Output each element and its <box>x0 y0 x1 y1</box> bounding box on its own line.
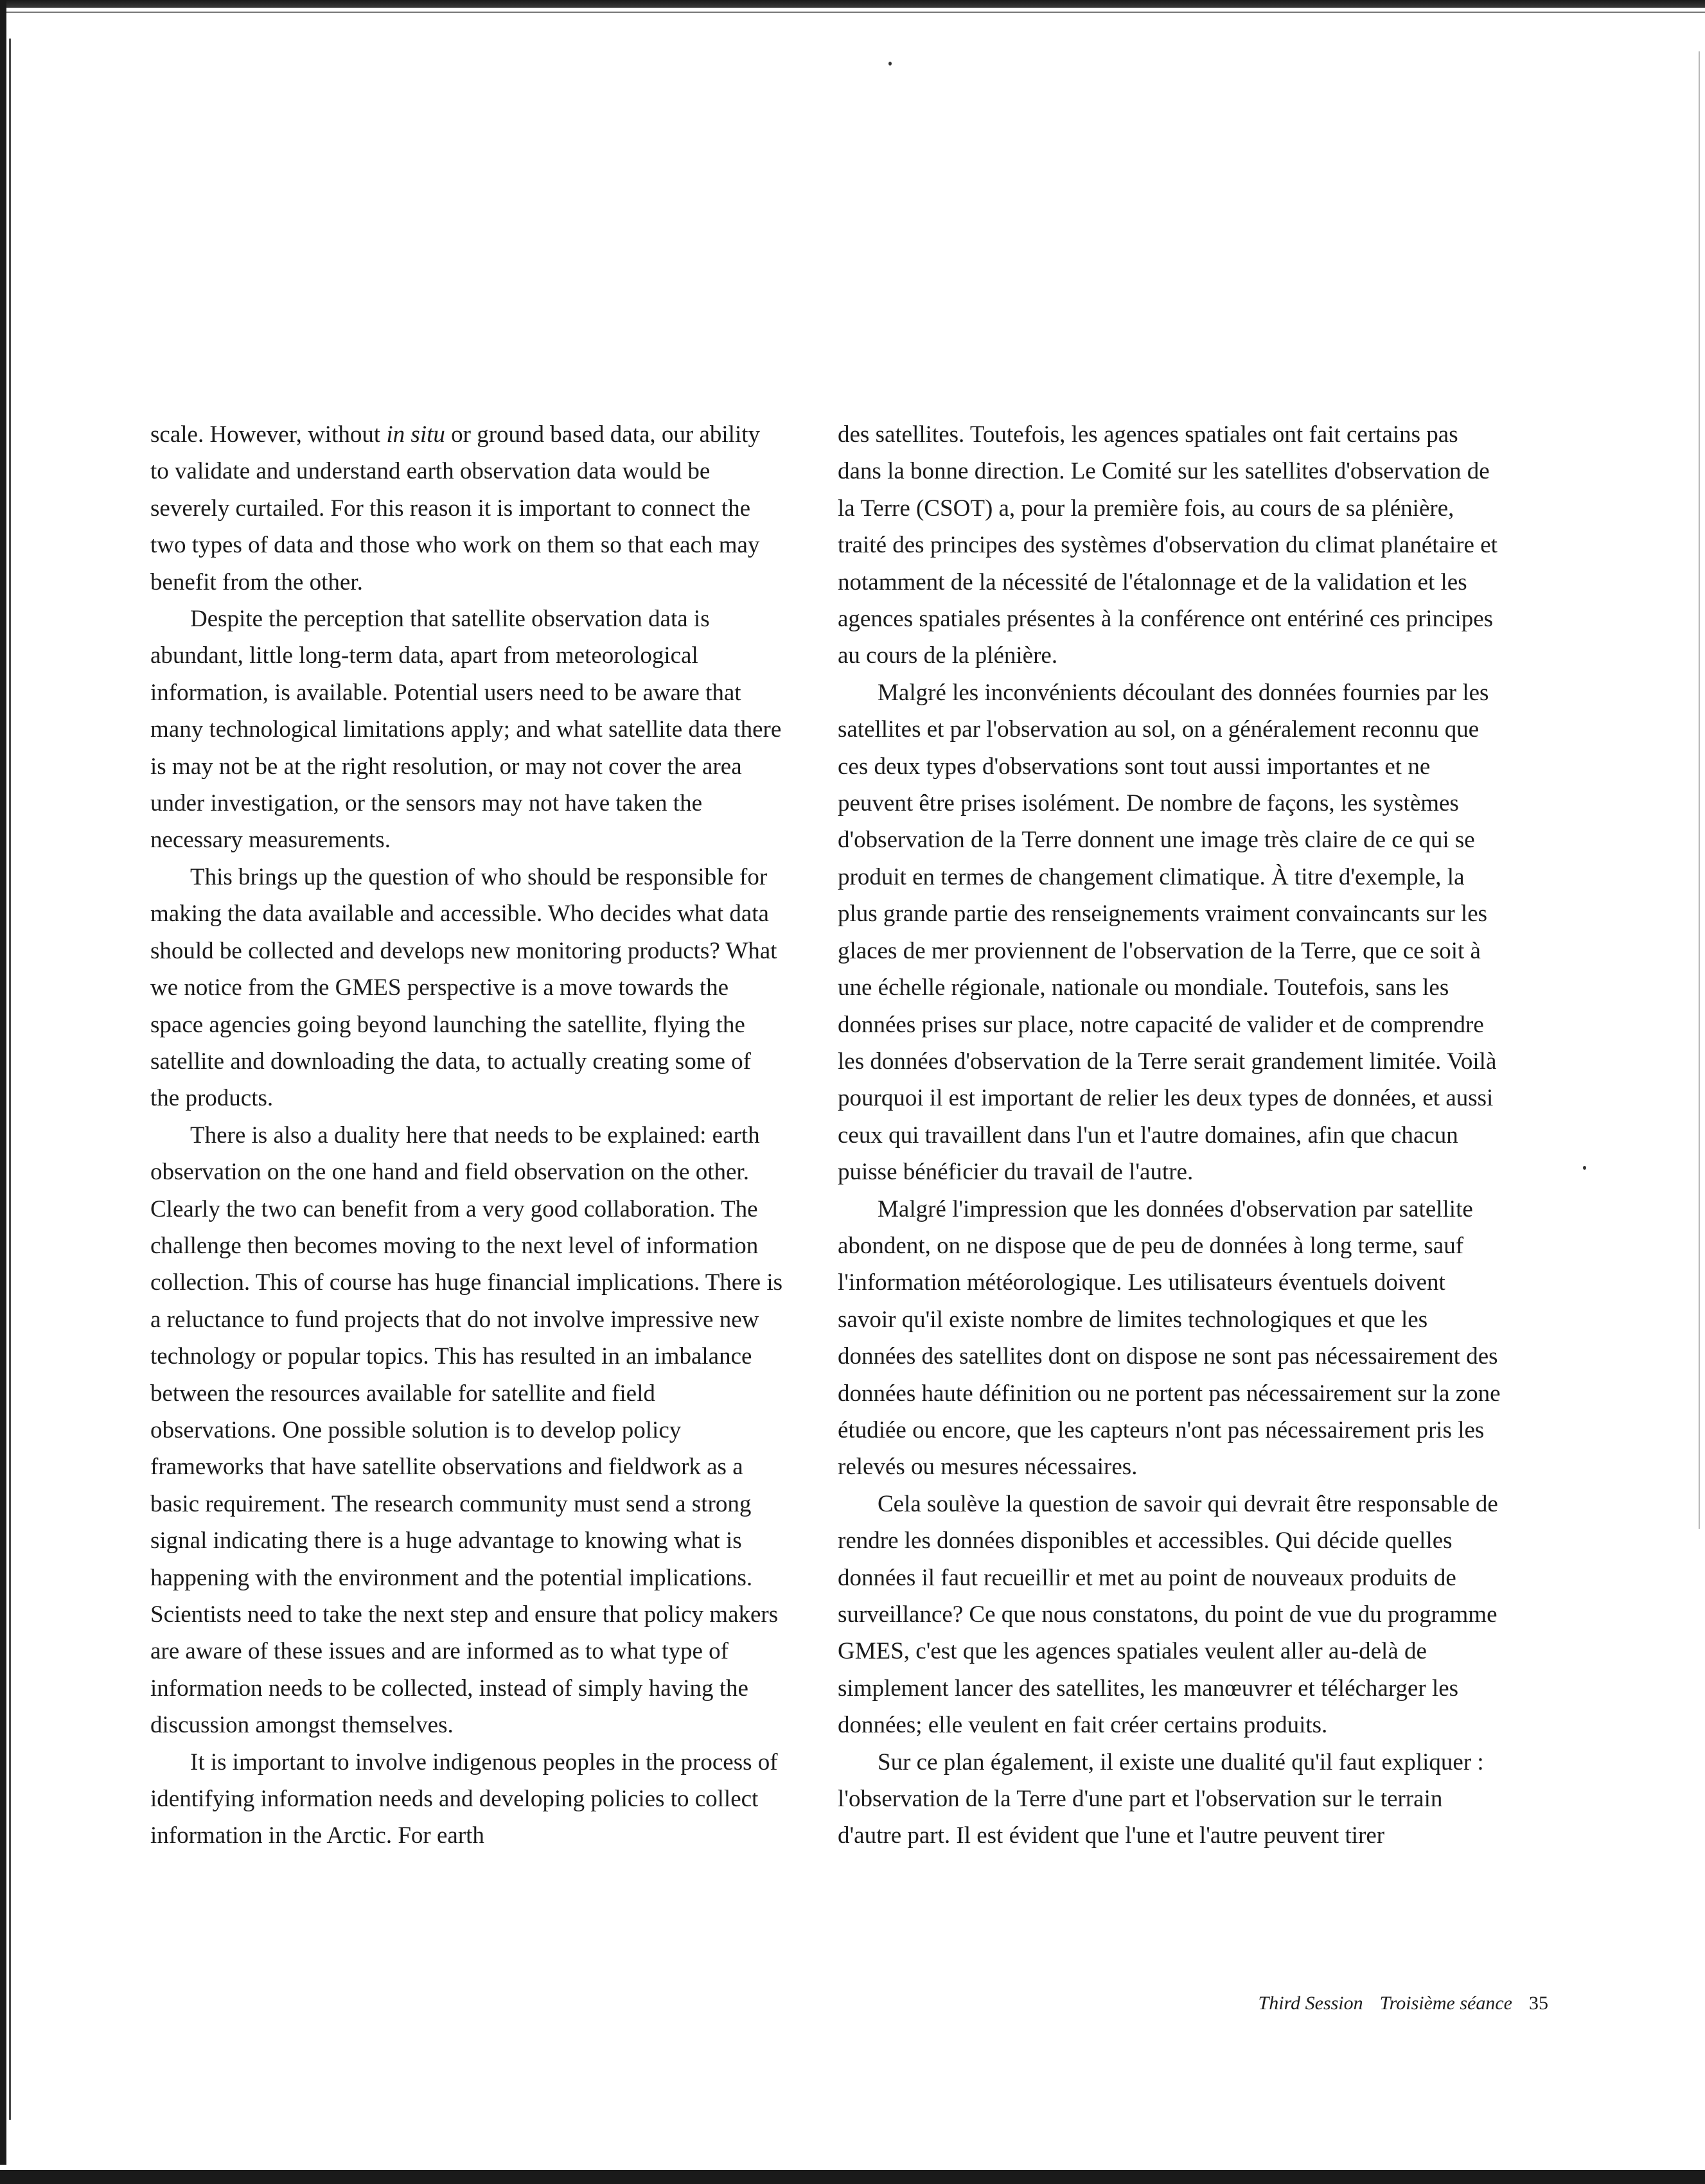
french-column <box>838 416 1505 1854</box>
paragraph: scale. However, without in situ or ground based data, our ability to validate and understand earth observation data would be severely curtailed. For this reason it is important to connect the two types of data and those who work on them so that each may benefit from the other. <box>150 421 761 595</box>
scan-speck <box>888 62 892 66</box>
paragraph: It is important to involve indigenous peoples in the process of identifying information needs and developing policies to collect information in the Arctic. For earth <box>150 1748 778 1849</box>
scan-border-top <box>0 0 1705 8</box>
scan-border-top-line <box>0 12 1705 13</box>
paragraph: Malgré les inconvénients découlant des données fournies par les satellites et par l'observation au sol, on a généralement reconnu que ces deux types d'observations sont tout aussi importantes et ne peuvent être prises isolément. De nombre de façons, les systèmes d'observation de la Terre donnent une image très claire de ce qui se produit en termes de changement climatique. À titre d'exemple, la plus grande partie des renseignements vraiment convaincants sur les glaces de mer proviennent de l'observation de la Terre, que ce soit à une échelle régionale, nationale ou mondiale. Toutefois, sans les données prises sur place, notre capacité de valider et de comprendre les données d'observation de la Terre serait grandement limitée. Voilà pourquoi il est important de relier les deux types de données, et aussi ceux qui travaillent dans l'un et l'autre domaines, afin que chacun puisse bénéficier du travail de l'autre. <box>838 679 1497 1186</box>
scan-border-left-line <box>9 39 11 2120</box>
page-number: 35 <box>1529 1993 1548 2014</box>
paragraph: Sur ce plan également, il existe une dualité qu'il faut expliquer : l'observation de la Terre d'une part et l'observation sur le terrain d'autre part. Il est évident que l'une et l'autre peuvent tirer <box>838 1748 1484 1849</box>
paragraph: Despite the perception that satellite observation data is abundant, little long-term data, apart from meteorological information, is available. Potential users need to be aware that many technological limitations apply; and what satellite data there is may not be at the right resolution, or may not cover the area under investigation, or the sensors may not have taken the necessary measurements. <box>150 606 782 854</box>
english-column <box>150 416 784 1854</box>
paragraph: des satellites. Toutefois, les agences spatiales ont fait certains pas dans la bonne direction. Le Comité sur les satellites d'observation de la Terre (CSOT) a, pour la première fois, au cours de sa plénière, traité des principes des systèmes d'observation du climat planétaire et notamment de la nécessité de l'étalonnage et de la validation et les agences spatiales présentes à la conférence ont entériné ces principes au cours de la plénière. <box>838 421 1497 669</box>
session-label-fr: Troisième séance <box>1379 1993 1512 2014</box>
italic-term: in situ <box>386 421 445 448</box>
paragraph: There is also a duality here that needs to be explained: earth observation on the one hand and field observation on the other. Clearly the two can benefit from a very good collaboration. The challenge then becomes moving to the next level of information collection. This of course has huge financial implications. There is a reluctance to fund projects that do not involve impressive new technology or popular topics. This has resulted in an imbalance between the resources available for satellite and field observations. One possible solution is to develop policy frameworks that have satellite observations and fieldwork as a basic requirement. The research community must send a strong signal indicating there is a huge advantage to knowing what is happening with the environment and the potential implications. Scientists need to take the next step and ensure that policy makers are aware of these issues and are informed as to what type of information needs to be collected, instead of simply having the discussion amongst themselves. <box>150 1122 783 1739</box>
session-label-en: Third Session <box>1258 1993 1363 2014</box>
page-footer <box>1259 1993 1548 2014</box>
scan-border-left <box>0 0 6 2165</box>
scan-border-right <box>1699 51 1700 1529</box>
paragraph: Malgré l'impression que les données d'observation par satellite abondent, on ne dispose que de peu de données à long terme, sauf l'information météorologique. Les utilisateurs éventuels doivent savoir qu'il existe nombre de limites technologiques et que les données des satellites dont on dispose ne sont pas nécessairement des données haute définition ou ne portent pas nécessairement sur la zone étudiée ou encore, que les capteurs n'ont pas nécessairement pris les relevés ou mesures nécessaires. <box>838 1195 1501 1481</box>
paragraph: This brings up the question of who should be responsible for making the data available and accessible. Who decides what data should be collected and develops new monitoring products? What we notice from the GMES perspective is a move towards the space agencies going beyond launching the satellite, flying the satellite and downloading the data, to actually creating some of the products. <box>150 863 777 1112</box>
paragraph: Cela soulève la question de savoir qui devrait être responsable de rendre les données disponibles et accessibles. Qui décide quelles données il faut recueillir et met au point de nouveaux produits de surveillance? Ce que nous constatons, du point de vue du programme GMES, c'est que les agences spatiales veulent aller au-delà de simplement lancer des satellites, les manœuvrer et télécharger les données; elle veulent en fait créer certains produits. <box>838 1490 1498 1739</box>
scan-border-bottom <box>0 2170 1705 2184</box>
scan-speck <box>1583 1166 1586 1170</box>
